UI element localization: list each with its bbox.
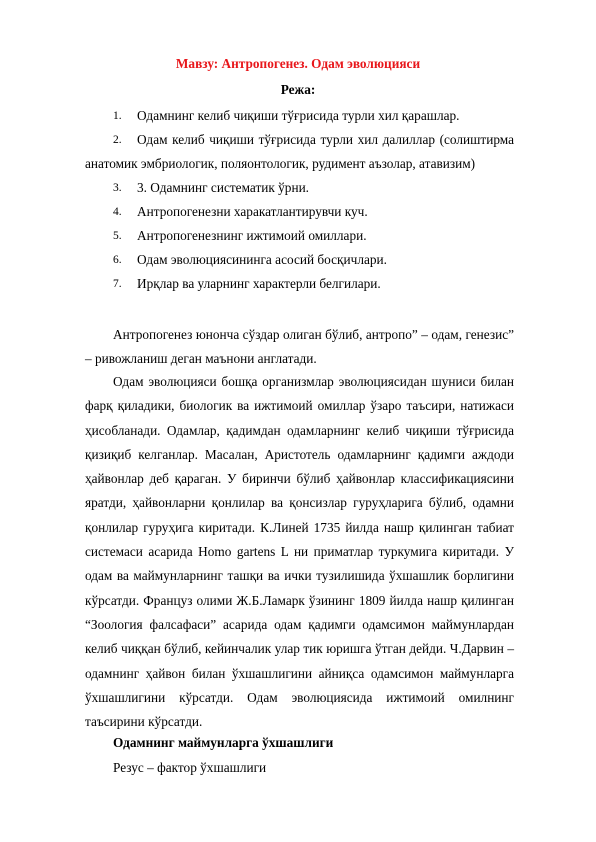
plan-item-number: 7. <box>113 278 122 290</box>
plan-item <box>0 128 596 176</box>
plan-item <box>0 176 596 200</box>
plan-item <box>0 272 596 296</box>
plan-item-text: Одам келиб чиқиши тўғрисида турли хил далиллар (солиштирма <box>137 132 514 147</box>
plan-item <box>0 200 596 224</box>
document-title: Мавзу: Антропогенез. Одам эволюцияси <box>175 56 421 71</box>
plan-item <box>0 248 596 272</box>
plan-item <box>0 224 596 248</box>
plan-item <box>0 104 596 128</box>
plan-item-number: 2. <box>113 134 122 146</box>
plan-item-number: 1. <box>113 110 122 122</box>
plan-item-text: Антропогенезни харакатлантирувчи куч. <box>137 204 368 219</box>
plan-item-number: 4. <box>113 206 122 218</box>
paragraph-intro: Антропогенез юнонча сўздар олиган бўлиб, антропо” – одам, генезис” – ривожланиш деган маънони англатади. <box>85 327 514 367</box>
plan-item-text: Одам эволюциясининга асосий босқичлари. <box>137 252 387 267</box>
plan-item-text: Одамнинг келиб чиқиши тўғрисида турли хил қарашлар. <box>137 108 460 123</box>
section-heading: Одамнинг маймунларга ўхшашлиги <box>113 735 334 750</box>
plan-list <box>0 104 596 296</box>
section-text: Резус – фактор ўхшашлиги <box>113 760 267 775</box>
plan-item-text: Антропогенезнинг ижтимоий омиллари. <box>137 228 367 243</box>
plan-item-number: 6. <box>113 254 122 266</box>
plan-item-continuation: анатомик эмбриологик, поляонтологик, рудимент аъзолар, атавизим) <box>85 156 476 171</box>
plan-heading: Режа: <box>280 82 316 97</box>
plan-item-number: 5. <box>113 230 122 242</box>
plan-item-number: 3. <box>113 182 122 194</box>
paragraph-main: Одам эволюцияси бошқа организмлар эволюциясидан шуниси билан фарқ қиладики, биологик ва ижтимоий омиллар ўзаро таъсири, натижаси ҳисобланади. Одамлар, қадимдан одамларнинг келиб чиқиши тўғрисида қизиқиб келганлар. Масалан, Аристотель одамларнинг қадимги аждоди ҳайвонлар деб қараган. У биринчи бўлиб ҳайвонлар классификациясини яратди, ҳайвонларни қонлилар ва қонсизлар гуруҳларига бўлиб, одамни қонлилар гуруҳига киритади. К.Линей 1735 йилда нашр қилинган табиат системаси асарида Homo gartens L ни приматлар туркумига киритади. У одам ва маймунларнинг ташқи ва ички тузилишида ўхшашлик борлигини кўрсатди. Француз олими Ж.Б.Ламарк ўзининг 1809 йилда нашр қилинган “Зоология фалсафаси” асарида одам қадимги одамсимон маймунлардан келиб чиққан бўлиб, кейинчалик улар тик юришга ўтган дейди. Ч.Дарвин – одамнинг ҳайвон билан ўхшашлигини айниқса одамсимон маймунларга ўхшашлигини кўрсатди. Одам эволюциясида ижтимоий омилнинг таъсирини кўрсатди. <box>85 374 514 730</box>
plan-item-text: Ирқлар ва уларнинг характерли белгилари. <box>137 276 381 291</box>
plan-item-text: 3. Одамнинг систематик ўрни. <box>137 180 310 195</box>
